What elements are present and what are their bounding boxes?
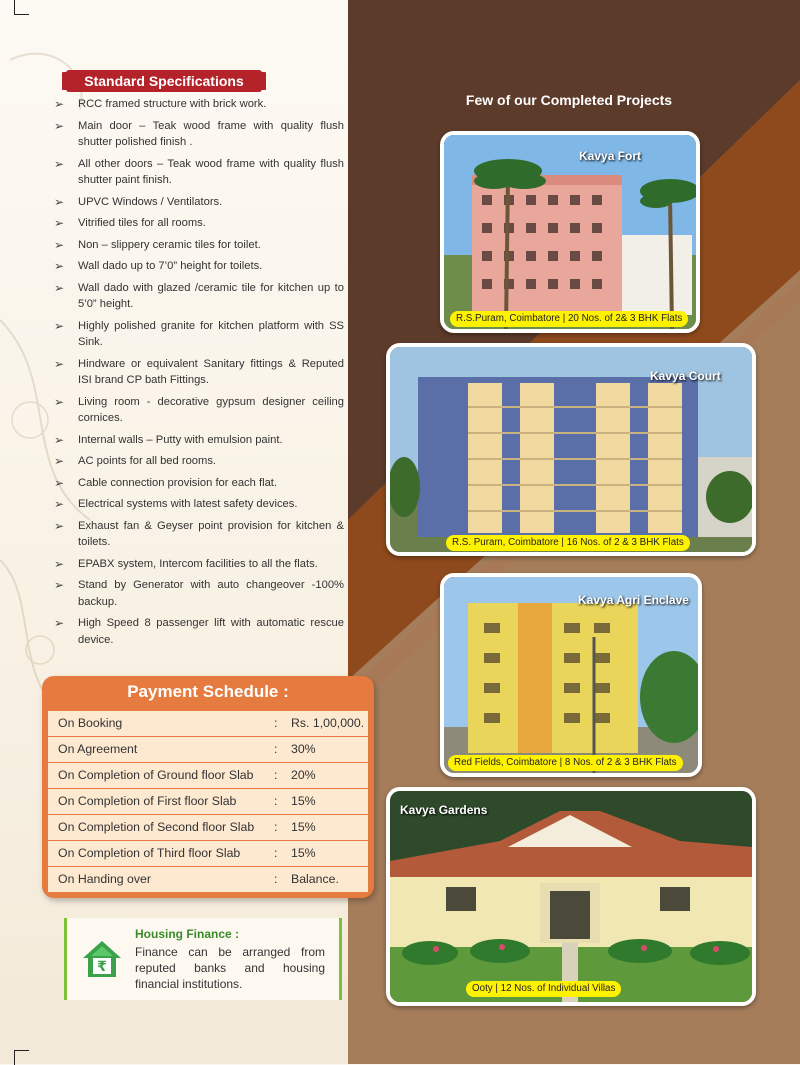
spec-item (54, 556, 344, 573)
spec-item (54, 96, 344, 113)
arrow-bullet-icon: ➢ (54, 475, 65, 490)
payment-row (48, 815, 368, 840)
spec-item-text: EPABX system, Intercom facilities to all the flats. (78, 557, 318, 570)
spec-item-text: Stand by Generator with auto changeover -100% backup. (78, 579, 344, 608)
spec-item-text: Exhaust fan & Geyser point provision for kitchen & toilets. (78, 519, 344, 548)
arrow-bullet-icon: ➢ (54, 280, 65, 295)
arrow-bullet-icon: ➢ (54, 118, 65, 133)
payment-separator: : (274, 846, 278, 860)
payment-schedule-rows (48, 711, 368, 893)
arrow-bullet-icon: ➢ (54, 432, 65, 447)
payment-row (48, 737, 368, 762)
arrow-bullet-icon: ➢ (54, 216, 65, 230)
spec-item-text: Vitrified tiles for all rooms. (78, 217, 206, 229)
payment-amount: 15% (291, 794, 316, 808)
spec-item (54, 577, 344, 610)
arrow-bullet-icon: ➢ (54, 616, 65, 630)
payment-stage: On Completion of First floor Slab (58, 794, 237, 808)
kavya-gardens-photo (390, 791, 752, 1002)
specifications-title: Standard Specifications (66, 70, 262, 92)
project-caption-kavya-agri-enclave: Red Fields, Coimbatore | 8 Nos. of 2 & 3 BHK Flats (448, 755, 683, 771)
payment-stage: On Completion of Ground floor Slab (58, 768, 254, 782)
payment-row (48, 841, 368, 866)
arrow-bullet-icon: ➢ (54, 518, 65, 533)
completed-projects-title: Few of our Completed Projects (465, 92, 673, 108)
spec-item (54, 453, 344, 470)
kavya-fort-photo (444, 135, 696, 329)
arrow-bullet-icon: ➢ (54, 497, 65, 511)
spec-item (54, 518, 344, 551)
spec-item-text: Electrical systems with latest safety devices. (78, 498, 298, 510)
payment-schedule-title: Payment Schedule : (127, 682, 289, 701)
project-card-kavya-agri-enclave (440, 573, 702, 777)
payment-stage: On Booking (58, 716, 123, 730)
spec-item-text: AC points for all bed rooms. (78, 455, 217, 467)
arrow-bullet-icon: ➢ (54, 237, 65, 252)
payment-amount: 15% (291, 820, 316, 834)
spec-item-text: Highly polished granite for kitchen platform with SS Sink. (78, 319, 344, 348)
spec-item (54, 496, 344, 513)
spec-item-text: Non – slippery ceramic tiles for toilet. (78, 238, 261, 251)
spec-item-text: Main door – Teak wood frame with quality flush shutter polished finish . (78, 119, 344, 148)
spec-item (54, 615, 344, 648)
spec-item (54, 237, 344, 254)
arrow-bullet-icon: ➢ (54, 578, 65, 592)
arrow-bullet-icon: ➢ (54, 394, 65, 409)
payment-stage: On Completion of Second floor Slab (58, 820, 255, 834)
payment-stage: On Agreement (58, 742, 138, 756)
project-card-kavya-court (386, 343, 756, 556)
project-caption-kavya-fort: R.S.Puram, Coimbatore | 20 Nos. of 2& 3 BHK Flats (450, 311, 688, 327)
crop-mark-top-left (14, 0, 29, 15)
payment-row (48, 867, 368, 892)
payment-separator: : (274, 768, 278, 782)
payment-amount: 20% (291, 768, 316, 782)
payment-separator: : (274, 742, 278, 756)
project-name-kavya-gardens: Kavya Gardens (400, 803, 488, 817)
spec-item-text: Wall dado with glazed /ceramic tile for kitchen up to 5’0” height. (78, 281, 344, 310)
project-caption-kavya-gardens: Ooty | 12 Nos. of Individual Villas (466, 981, 621, 997)
payment-amount: 15% (291, 846, 316, 860)
payment-separator: : (274, 794, 278, 808)
payment-row (48, 789, 368, 814)
payment-row (48, 763, 368, 788)
spec-item-text: Living room - decorative gypsum designer ceiling cornices. (78, 395, 344, 424)
housing-finance-title: Housing Finance : (135, 927, 240, 941)
arrow-bullet-icon: ➢ (54, 356, 65, 371)
project-card-kavya-gardens (386, 787, 756, 1006)
project-caption-kavya-court: R.S. Puram, Coimbatore | 16 Nos. of 2 & 3 BHK Flats (446, 535, 690, 551)
payment-separator: : (274, 820, 278, 834)
spec-item (54, 280, 344, 313)
spec-item (54, 194, 344, 211)
spec-item-text: RCC framed structure with brick work. (78, 98, 267, 110)
spec-item (54, 394, 344, 427)
project-card-kavya-fort (440, 131, 700, 333)
spec-item-text: All other doors – Teak wood frame with quality flush shutter paint finish. (78, 157, 344, 186)
spec-item (54, 118, 344, 151)
housing-finance-text: Finance can be arranged from reputed banks and housing financial institutions. (135, 945, 325, 991)
spec-item (54, 258, 344, 275)
payment-amount: Balance. (291, 872, 339, 886)
specifications-list (54, 96, 344, 653)
spec-item-text: High Speed 8 passenger lift with automatic rescue device. (78, 617, 344, 646)
spec-item (54, 156, 344, 189)
spec-item (54, 215, 344, 232)
spec-item-text: Wall dado up to 7’0” height for toilets. (78, 260, 263, 272)
arrow-bullet-icon: ➢ (54, 97, 65, 111)
arrow-bullet-icon: ➢ (54, 194, 65, 209)
arrow-bullet-icon: ➢ (54, 556, 65, 571)
spec-item-text: Hindware or equivalent Sanitary fittings & Reputed ISI brand CP bath Fittings. (78, 357, 344, 386)
arrow-bullet-icon: ➢ (54, 454, 65, 468)
payment-separator: : (274, 872, 278, 886)
payment-separator: : (274, 716, 278, 730)
arrow-bullet-icon: ➢ (54, 318, 65, 333)
spec-item (54, 432, 344, 449)
spec-item (54, 318, 344, 351)
arrow-bullet-icon: ➢ (54, 156, 65, 171)
project-name-kavya-agri-enclave: Kavya Agri Enclave (578, 593, 689, 607)
payment-schedule-panel (42, 676, 374, 898)
rupee-house-icon (81, 938, 123, 980)
housing-finance-box (64, 918, 342, 1000)
spec-item-text: Internal walls – Putty with emulsion paint. (78, 433, 283, 446)
project-name-kavya-fort: Kavya Fort (579, 149, 642, 163)
payment-amount: 30% (291, 742, 316, 756)
spec-item (54, 356, 344, 389)
spec-item-text: UPVC Windows / Ventilators. (78, 195, 223, 208)
project-name-kavya-court: Kavya Court (650, 369, 721, 383)
arrow-bullet-icon: ➢ (54, 259, 65, 273)
spec-item (54, 475, 344, 492)
spec-item-text: Cable connection provision for each flat. (78, 476, 278, 489)
crop-mark-bottom-left (14, 1050, 29, 1065)
payment-amount: Rs. 1,00,000. (291, 716, 365, 730)
payment-stage: On Completion of Third floor Slab (58, 846, 241, 860)
svg-text:₹: ₹ (97, 959, 107, 975)
payment-stage: On Handing over (58, 872, 151, 886)
payment-row (48, 711, 368, 736)
